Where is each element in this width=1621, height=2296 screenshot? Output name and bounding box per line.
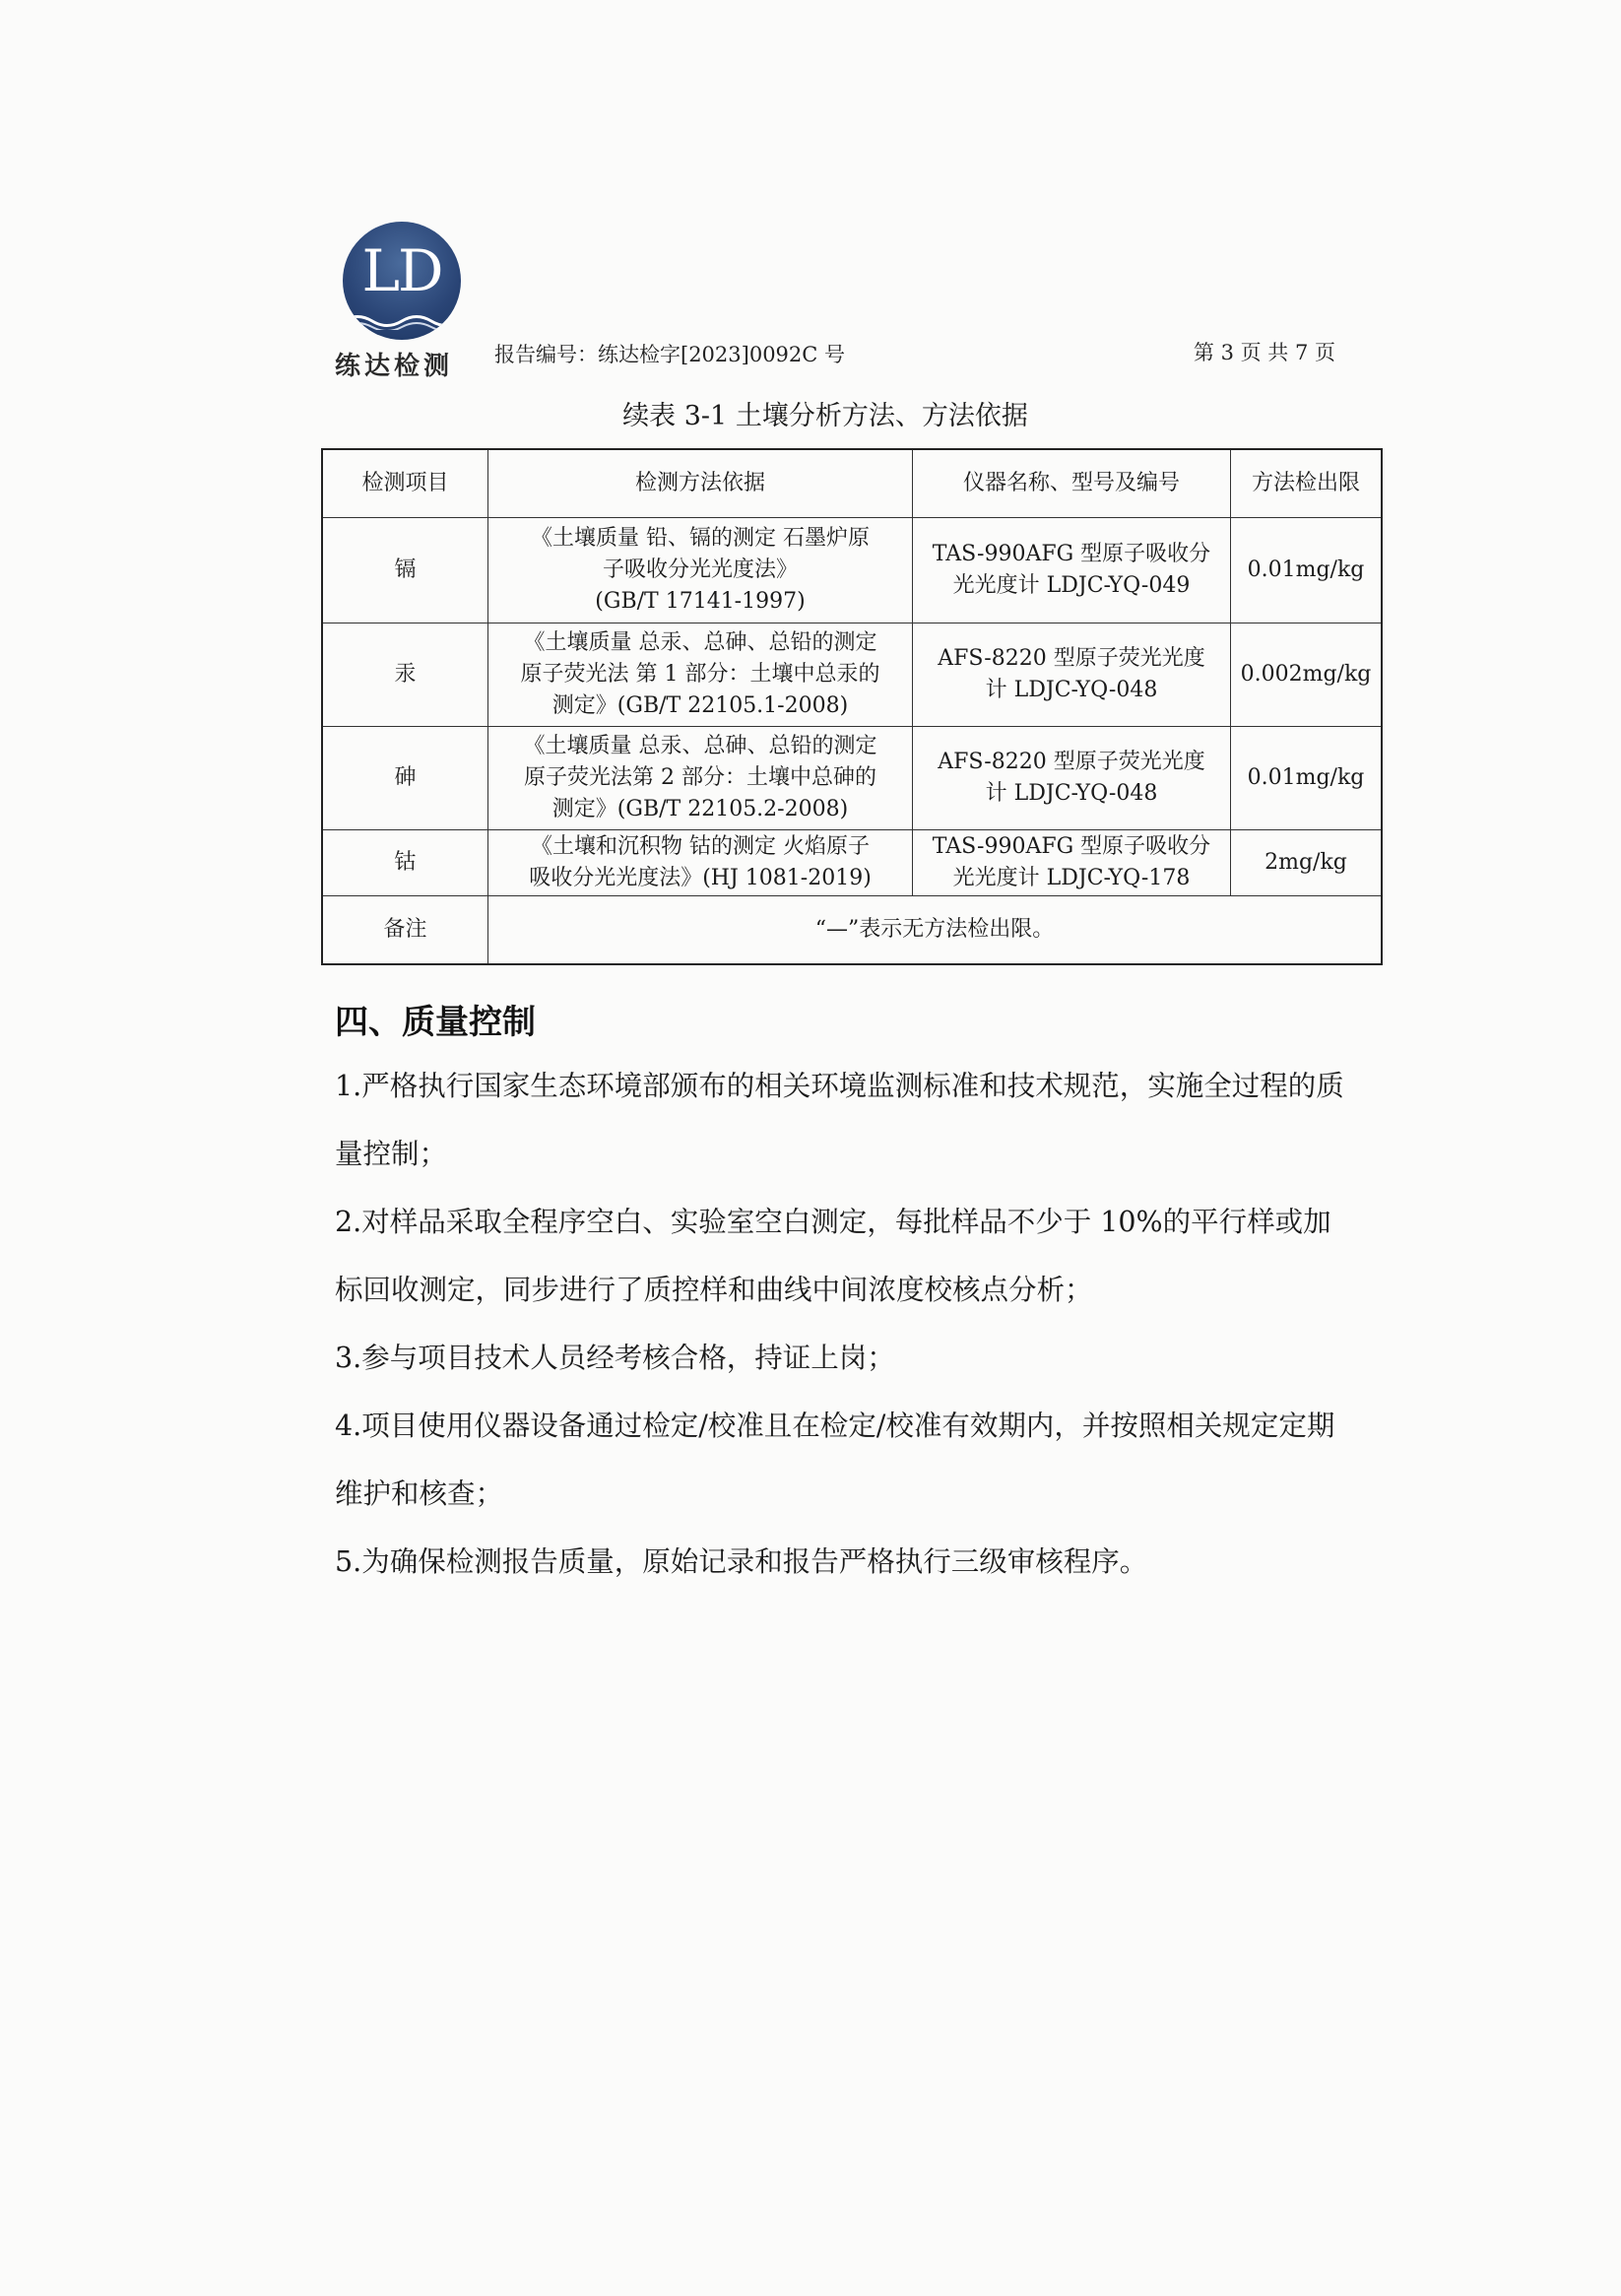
analysis-method-table <box>321 448 1383 965</box>
list-item: 5.为确保检测报告质量，原始记录和报告严格执行三级审核程序。 <box>335 1545 1148 1578</box>
table-title: 续表 3-1 土壤分析方法、方法依据 <box>622 401 1028 431</box>
limit-cell: 0.002mg/kg <box>1231 623 1383 727</box>
header-instrument: 仪器名称、型号及编号 <box>913 449 1231 518</box>
instrument-cell <box>913 518 1231 623</box>
method-cell <box>488 830 913 896</box>
instrument-line: 计 LDJC-YQ-048 <box>985 781 1158 806</box>
instrument-line: TAS-990AFG 型原子吸收分 <box>932 542 1211 566</box>
list-item: 1.严格执行国家生态环境部颁布的相关环境监测标准和技术规范，实施全过程的质量控制； <box>335 1070 1344 1170</box>
method-line: 测定》(GB/T 22105.2-2008) <box>551 797 849 821</box>
method-line: 测定》(GB/T 22105.1-2008) <box>551 693 849 718</box>
method-cell <box>488 518 913 623</box>
method-line: 《土壤质量 总汞、总砷、总铅的测定 <box>523 734 877 758</box>
table-row <box>322 830 1382 896</box>
report-number: 报告编号：练达检字[2023]0092C 号 <box>494 343 846 366</box>
instrument-cell <box>913 727 1231 830</box>
item-cell: 钴 <box>322 830 488 896</box>
instrument-line: 光光度计 LDJC-YQ-049 <box>952 573 1191 598</box>
header-item: 检测项目 <box>322 449 488 518</box>
logo-wave-icon <box>343 312 461 330</box>
list-item: 4.项目使用仪器设备通过检定/校准且在检定/校准有效期内，并按照相关规定定期维护和核查； <box>335 1410 1335 1510</box>
method-line: 《土壤质量 铅、镉的测定 石墨炉原 <box>531 526 870 551</box>
list-item: 2.对样品采取全程序空白、实验室空白测定，每批样品不少于 10%的平行样或加标回收测定，同步进行了质控样和曲线中间浓度校核点分析； <box>335 1206 1331 1306</box>
logo-emblem <box>343 222 461 340</box>
table-row <box>322 623 1382 727</box>
company-logo <box>335 222 473 382</box>
table-row <box>322 727 1382 830</box>
page-indicator: 第 3 页 共 7 页 <box>1193 341 1335 364</box>
header-method: 检测方法依据 <box>488 449 913 518</box>
instrument-line: 计 LDJC-YQ-048 <box>985 678 1158 702</box>
quality-control-list <box>335 1052 1349 1596</box>
section-heading: 四、质量控制 <box>335 1003 536 1042</box>
method-cell <box>488 727 913 830</box>
remark-text: “—”表示无方法检出限。 <box>488 896 1383 965</box>
logo-company-name: 练达检测 <box>335 352 454 381</box>
limit-cell: 0.01mg/kg <box>1231 518 1383 623</box>
remark-label: 备注 <box>322 896 488 965</box>
header-limit: 方法检出限 <box>1231 449 1383 518</box>
item-cell: 镉 <box>322 518 488 623</box>
method-line: 子吸收分光光度法》 <box>602 558 798 582</box>
method-line: 原子荧光法 第 1 部分：土壤中总汞的 <box>520 662 880 687</box>
table-header-row <box>322 449 1382 518</box>
instrument-line: AFS-8220 型原子荧光光度 <box>938 750 1205 774</box>
method-line: 原子荧光法第 2 部分：土壤中总砷的 <box>524 765 876 790</box>
limit-cell: 0.01mg/kg <box>1231 727 1383 830</box>
table-row <box>322 518 1382 623</box>
item-cell: 砷 <box>322 727 488 830</box>
limit-cell: 2mg/kg <box>1231 830 1383 896</box>
method-cell <box>488 623 913 727</box>
table-remark-row <box>322 896 1382 965</box>
instrument-cell <box>913 623 1231 727</box>
method-line: 《土壤质量 总汞、总砷、总铅的测定 <box>523 630 877 655</box>
instrument-line: 光光度计 LDJC-YQ-178 <box>952 866 1191 890</box>
method-line: (GB/T 17141-1997) <box>595 589 806 614</box>
method-line: 吸收分光光度法》(HJ 1081-2019) <box>529 866 872 890</box>
logo-letters: LD <box>361 237 442 304</box>
instrument-cell <box>913 830 1231 896</box>
list-item: 3.参与项目技术人员经考核合格，持证上岗； <box>335 1342 895 1374</box>
instrument-line: AFS-8220 型原子荧光光度 <box>938 646 1205 671</box>
method-line: 《土壤和沉积物 钴的测定 火焰原子 <box>531 834 870 859</box>
item-cell: 汞 <box>322 623 488 727</box>
instrument-line: TAS-990AFG 型原子吸收分 <box>932 834 1211 859</box>
